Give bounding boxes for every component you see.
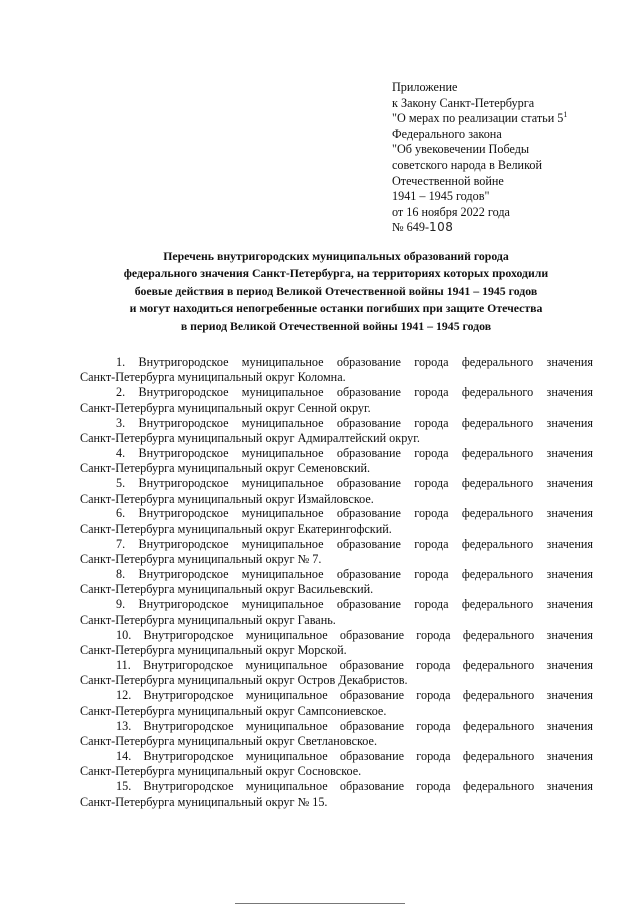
annex-line: к Закону Санкт-Петербурга	[392, 95, 535, 110]
list-item-second-line: Санкт-Петербурга муниципальный округ Измайловское.	[80, 491, 374, 506]
law-number	[392, 220, 612, 236]
list-item	[80, 688, 593, 718]
annex-line: 1941 – 1945 годов"	[392, 189, 490, 204]
list-item-first-line: 13. Внутригородское муниципальное образование города федерального значения	[116, 718, 593, 733]
list-item	[80, 749, 593, 779]
list-item-first-line: 7. Внутригородское муниципальное образование города федерального значения	[116, 536, 593, 551]
list-item-second-line: Санкт-Петербурга муниципальный округ № 7.	[80, 552, 322, 567]
title-line: Перечень внутригородских муниципальных образований города	[163, 249, 509, 263]
title-line: в период Великой Отечественной войны 1941 – 1945 годов	[180, 318, 492, 333]
list-item-second-line: Санкт-Петербурга муниципальный округ № 15.	[80, 794, 328, 809]
list-item	[80, 476, 593, 506]
document-title	[80, 248, 592, 335]
list-item-second-line: Санкт-Петербурга муниципальный округ Светлановское.	[80, 733, 378, 748]
annex-line: Приложение	[392, 80, 458, 94]
list-item-second-line: Санкт-Петербурга муниципальный округ Васильевский.	[80, 582, 374, 597]
annex-line: "Об увековечении Победы	[392, 142, 530, 157]
list-item-first-line: 5. Внутригородское муниципальное образование города федерального значения	[116, 476, 593, 491]
list-item-first-line: 15. Внутригородское муниципальное образование города федерального значения	[116, 779, 593, 794]
list-item	[80, 385, 593, 415]
list-item-first-line: 2. Внутригородское муниципальное образование города федерального значения	[116, 385, 593, 400]
list-item-first-line: 10. Внутригородское муниципальное образование города федерального значения	[116, 627, 593, 642]
title-line: и могут находиться непогребенные останки погибших при защите Отечества	[129, 301, 543, 316]
list-item-first-line: 12. Внутригородское муниципальное образование города федерального значения	[116, 688, 593, 703]
list-item-first-line: 3. Внутригородское муниципальное образование города федерального значения	[116, 415, 593, 430]
municipality-list	[80, 355, 593, 809]
page-bottom-rule	[235, 903, 405, 904]
law-number-prefix: № 649-	[392, 220, 430, 235]
annex-line: Отечественной войне	[392, 173, 504, 188]
list-item-second-line: Санкт-Петербурга муниципальный округ Сенной округ.	[80, 400, 371, 415]
list-item-second-line: Санкт-Петербурга муниципальный округ Остров Декабристов.	[80, 673, 408, 688]
title-line: федерального значения Санкт-Петербурга, на территориях которых проходили	[123, 266, 549, 281]
annex-line: от 16 ноября 2022 года	[392, 204, 510, 219]
list-item-second-line: Санкт-Петербурга муниципальный округ Сампсониевское.	[80, 703, 387, 718]
list-item-first-line: 4. Внутригородское муниципальное образование города федерального значения	[116, 445, 593, 460]
annex-line	[392, 111, 612, 127]
list-item-second-line: Санкт-Петербурга муниципальный округ Екатерингофский.	[80, 521, 392, 536]
list-item	[80, 719, 593, 749]
list-item-second-line: Санкт-Петербурга муниципальный округ Сосновское.	[80, 764, 362, 779]
article-superscript: 1	[563, 110, 568, 120]
list-item	[80, 597, 593, 627]
list-item	[80, 537, 593, 567]
list-item	[80, 658, 593, 688]
list-item	[80, 355, 593, 385]
list-item	[80, 779, 593, 809]
list-item-first-line: 9. Внутригородское муниципальное образование города федерального значения	[116, 597, 593, 612]
list-item-second-line: Санкт-Петербурга муниципальный округ Адмиралтейский округ.	[80, 430, 420, 445]
list-item-first-line: 1. Внутригородское муниципальное образование города федерального значения	[116, 355, 593, 369]
list-item	[80, 567, 593, 597]
list-item-second-line: Санкт-Петербурга муниципальный округ Гавань.	[80, 612, 336, 627]
list-item-second-line: Санкт-Петербурга муниципальный округ Семеновский.	[80, 461, 371, 476]
list-item	[80, 446, 593, 476]
annex-line-text: "О мерах по реализации статьи 5	[392, 111, 564, 126]
list-item	[80, 416, 593, 446]
annex-line: советского народа в Великой	[392, 157, 542, 172]
list-item-second-line: Санкт-Петербурга муниципальный округ Морской.	[80, 643, 347, 658]
list-item-first-line: 14. Внутригородское муниципальное образование города федерального значения	[116, 748, 593, 763]
list-item-second-line: Санкт-Петербурга муниципальный округ Коломна.	[80, 370, 346, 385]
title-line: боевые действия в период Великой Отечественной войны 1941 – 1945 годов	[134, 283, 538, 298]
list-item-first-line: 8. Внутригородское муниципальное образование города федерального значения	[116, 567, 593, 582]
law-number-handwritten: 108	[429, 220, 454, 235]
annex-block	[392, 80, 612, 236]
annex-line: Федерального закона	[392, 126, 502, 141]
list-item-first-line: 6. Внутригородское муниципальное образование города федерального значения	[116, 506, 593, 521]
list-item	[80, 506, 593, 536]
list-item-first-line: 11. Внутригородское муниципальное образование города федерального значения	[116, 657, 593, 672]
list-item	[80, 628, 593, 658]
